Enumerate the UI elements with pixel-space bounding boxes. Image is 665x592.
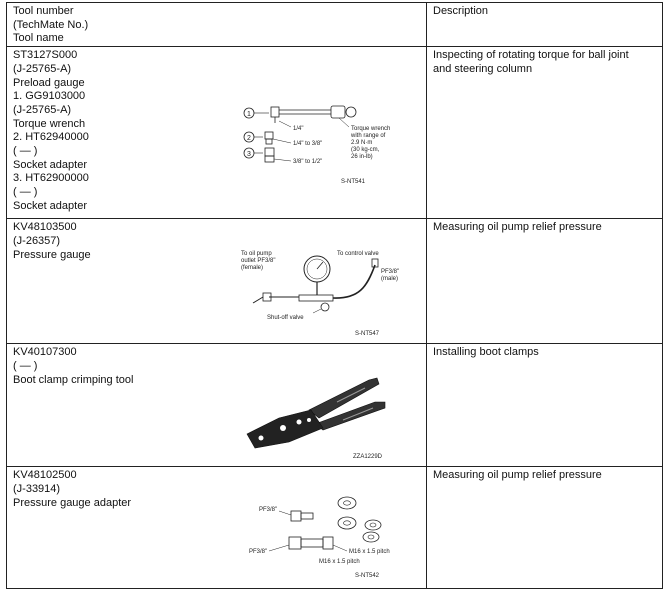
- table-row: [7, 467, 663, 589]
- left-label: To oil pump: [241, 251, 272, 258]
- marker-2: 2: [247, 135, 251, 143]
- header-tool-name: Tool name: [13, 32, 64, 45]
- tool-cell: [7, 467, 427, 589]
- tool-line: 2. HT62940000: [13, 131, 89, 144]
- size-label-1: 1/4": [293, 126, 304, 133]
- header-techmate-no: (TechMate No.): [13, 18, 89, 31]
- callout-line: (30 kg-cm,: [351, 147, 380, 154]
- tool-line: ( — ): [13, 145, 38, 158]
- marker-3: 3: [247, 151, 251, 159]
- figure-code: S-NT547: [355, 331, 380, 338]
- left-label: outlet PF3/8": [241, 258, 276, 265]
- tool-line: (J-25765-A): [13, 103, 72, 116]
- tool-line: KV48103500: [13, 221, 77, 234]
- header-description-cell: [427, 3, 663, 47]
- tool-line: ( — ): [13, 359, 38, 372]
- header-tool-number: Tool number: [13, 5, 74, 17]
- description-text: Measuring oil pump relief pressure: [433, 469, 602, 482]
- description-cell: [427, 219, 663, 344]
- tool-line: Boot clamp crimping tool: [13, 373, 134, 386]
- tool-line: (J-25765-A): [13, 62, 72, 75]
- tool-line: (J-33914): [13, 482, 61, 495]
- description-cell: [427, 344, 663, 467]
- table-header-row: [7, 3, 663, 47]
- adapter-label: M16 x 1.5 pitch: [319, 559, 360, 566]
- tool-line: Socket adapter: [13, 158, 87, 171]
- left-label: (female): [241, 265, 264, 272]
- special-tools-table: [6, 2, 663, 589]
- callout-line: with range of: [351, 133, 386, 140]
- tool-cell: [7, 219, 427, 344]
- tool-line: (J-26357): [13, 234, 61, 247]
- description-text: Inspecting of rotating torque for ball joint and steering column: [433, 49, 629, 75]
- table-row: [7, 47, 663, 219]
- valve-label: Shut-off valve: [267, 315, 304, 322]
- description-text: Installing boot clamps: [433, 346, 539, 359]
- tool-line: Pressure gauge: [13, 248, 91, 261]
- table-row: [7, 344, 663, 467]
- figure-code: ZZA1229D: [353, 454, 383, 461]
- figure-code: S-NT541: [341, 179, 366, 186]
- header-description: Description: [433, 5, 489, 17]
- adapter-label: PF3/8": [249, 549, 268, 556]
- callout-line: 2.9 N·m: [351, 140, 373, 147]
- tool-line: ( — ): [13, 186, 38, 199]
- size-label-3: 3/8" to 1/2": [293, 159, 323, 166]
- tool-cell: [7, 344, 427, 467]
- marker-1: 1: [247, 111, 251, 119]
- tool-line: Preload gauge: [13, 76, 85, 89]
- tool-line: 3. HT62900000: [13, 172, 89, 185]
- header-tool-cell: [7, 3, 427, 47]
- crimping-tool-illustration: [239, 366, 409, 462]
- pressure-gauge-illustration: [239, 247, 399, 339]
- description-text: Measuring oil pump relief pressure: [433, 221, 602, 234]
- description-cell: [427, 47, 663, 219]
- adapter-label: M16 x 1.5 pitch: [349, 549, 390, 556]
- tool-line: KV40107300: [13, 346, 77, 359]
- right-label: To control valve: [337, 251, 379, 258]
- tool-line: Torque wrench: [13, 117, 86, 130]
- tool-line: Socket adapter: [13, 199, 87, 212]
- preload-gauge-illustration: [239, 101, 409, 191]
- fitting-label: (male): [381, 276, 399, 283]
- callout-line: 26 in-lb): [351, 154, 373, 161]
- size-label-2: 1/4" to 3/8": [293, 141, 323, 148]
- tool-line: Pressure gauge adapter: [13, 496, 132, 509]
- tool-line: ST3127S000: [13, 49, 78, 62]
- gauge-adapter-illustration: [239, 489, 409, 585]
- callout-line: Torque wrench: [351, 126, 391, 133]
- table-row: [7, 219, 663, 344]
- adapter-label: PF3/8": [259, 507, 278, 514]
- description-cell: [427, 467, 663, 589]
- tool-line: 1. GG9103000: [13, 90, 86, 103]
- tool-cell: [7, 47, 427, 219]
- tool-line: KV48102500: [13, 469, 77, 482]
- figure-code: S-NT542: [355, 573, 380, 580]
- fitting-label: PF3/8": [381, 269, 399, 276]
